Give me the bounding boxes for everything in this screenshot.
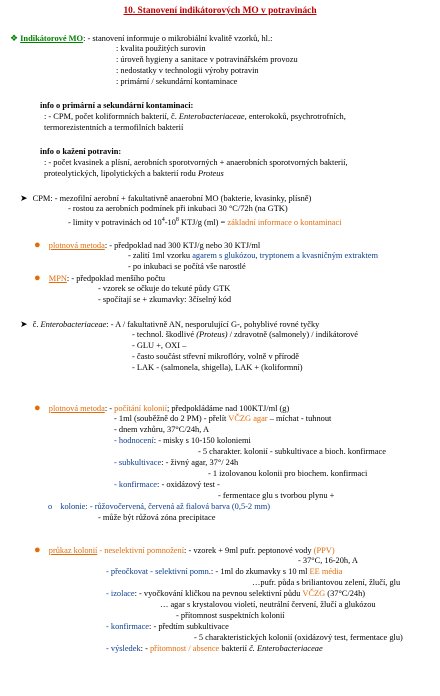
plate2-line-1 xyxy=(34,403,289,415)
plate2-text: : - oxidázový test - xyxy=(157,480,220,489)
primary-line-2: termorezistentních a termofilních bakterií xyxy=(44,123,184,132)
plate2-text: – míchat - tuhnout xyxy=(269,414,332,423)
plate2-text: kolonie: - růžovočervená, červená až fialová barva (0,5-2 mm) xyxy=(60,502,271,511)
direct-text: : - vzorek + 9ml pufr. peptonové vody xyxy=(184,546,312,555)
direct-text: (37°C/24h) xyxy=(327,589,366,598)
direct-highlight: přítomnost / absence xyxy=(149,644,220,653)
primary-line-1 xyxy=(44,112,346,123)
direct-text: bakterií xyxy=(221,644,247,653)
entero-text: / zdravotně (salmonely) / indikátorové xyxy=(229,330,359,339)
plate2-conf-2: - fermentace glu s tvorbou plynu + xyxy=(218,491,335,500)
plate2-text: : - xyxy=(104,404,113,413)
cpm-label: CPM xyxy=(32,194,51,203)
cpm-line-1 xyxy=(20,193,311,205)
diamond-bullet-icon: ❖ xyxy=(10,33,19,43)
plate-line-1 xyxy=(34,240,260,252)
primary-text: enterokoků, psychrotrofních, xyxy=(248,112,346,121)
mpn-label: MPN xyxy=(48,274,67,283)
cpm-exponent: 4 xyxy=(161,217,165,223)
direct-inoc-label: - přeočkovat - selektivní pomn. xyxy=(106,567,211,576)
spoilage-line-2 xyxy=(44,169,224,180)
mpn-line-3: - spočítají se + zkumavky: 3číselný kód xyxy=(98,295,232,304)
indicators-label: Indikátorové MO xyxy=(20,34,84,43)
indicators-line xyxy=(10,33,272,45)
entero-line-5: - LAK - (salmonela, shigella), LAK + (koliformní) xyxy=(132,363,303,372)
plate2-highlight: počítání kolonií xyxy=(114,404,167,413)
plate2-sub-label: - subkultivace xyxy=(114,458,162,467)
plate-line-3: - po inkubaci se počítá vše narostlé xyxy=(128,262,246,271)
direct-line-2: - 37°C, 16-20h, A xyxy=(298,556,358,565)
direct-text: : - 1ml do zkumavky s 10 ml xyxy=(210,567,308,576)
indicators-item: : nedostatky v technologii výroby potravin xyxy=(116,66,259,75)
direct-conf-2: - 5 charakteristických kolonií (oxidázový test, fermentace glu) xyxy=(194,633,403,642)
plate2-text: - 1ml (souběžně do 2 PM) - přelít xyxy=(114,414,227,423)
dot-bullet-icon: ● xyxy=(34,239,41,251)
indicators-item: : kvalita použitých surovin xyxy=(116,44,206,53)
mpn-text: : - předpoklad menšího počtu xyxy=(66,274,166,283)
direct-iso-3: - přítomnost suspektních kolonií xyxy=(176,611,285,620)
plate2-label: plotnová metoda xyxy=(48,404,105,413)
arrow-bullet-icon: ➤ xyxy=(20,319,28,329)
dot-bullet-icon: ● xyxy=(34,272,41,284)
cpm-line-2: - rostou za aerobních podmínek při inkubaci 30 °C/72h (na GTK) xyxy=(68,204,288,213)
plate2-sub xyxy=(114,458,238,469)
direct-result-label: - výsledek xyxy=(106,644,141,653)
direct-iso xyxy=(106,589,365,600)
primary-taxon: Enterobacteriaceae, xyxy=(178,112,247,121)
entero-taxon: (Proteus) xyxy=(196,330,228,339)
direct-line-1 xyxy=(34,545,335,557)
direct-pre-label: - neselektivní pomnožení xyxy=(99,546,185,555)
direct-conf xyxy=(106,622,229,633)
arrow-bullet-icon: ➤ xyxy=(20,193,28,203)
cpm-text: -10 xyxy=(164,217,176,227)
plate2-line-2 xyxy=(114,414,331,425)
plate-text: - zalití 1ml vzorku xyxy=(128,251,191,260)
mpn-line-1 xyxy=(34,273,165,285)
cpm-text: : - mezofilní aerobní + fakultativně anaerobní MO (bakterie, kvasinky, plísně) xyxy=(50,194,312,203)
plate-label: plotnová metoda xyxy=(48,241,105,250)
dot-bullet-icon: ● xyxy=(34,402,41,414)
mpn-line-2: - vzorek se očkuje do tekuté půdy GTK xyxy=(98,284,231,293)
plate2-colonies xyxy=(48,502,270,513)
indicators-item: : primární / sekundární kontaminace xyxy=(116,77,238,86)
entero-line-1 xyxy=(20,319,319,331)
entero-line-3: - GLU +, OXI – xyxy=(132,341,187,350)
spoilage-line-1: : - počet kvasinek a plísní, aerobních sporotvorných + anaerobních sporotvorných bakterií, xyxy=(44,158,348,167)
cpm-highlight: základní informace o kontaminaci xyxy=(227,217,342,227)
entero-line-4: - často součást střevní mikroflóry, volně v přírodě xyxy=(132,352,299,361)
spoilage-taxon: Proteus xyxy=(197,169,224,178)
direct-result xyxy=(106,644,323,655)
plate2-text: ; předpokládáme nad 100KTJ/ml (g) xyxy=(166,404,290,413)
entero-text: - technol. škodlivé xyxy=(132,330,195,339)
plate2-sub-2: - 1 izolovanou kolonii pro biochem. konfirmaci xyxy=(208,469,368,478)
direct-highlight: VČZG xyxy=(302,589,326,598)
direct-label: průkaz kolonií xyxy=(48,546,98,555)
plate2-eval-label: - hodnocení xyxy=(114,436,154,445)
direct-conf-label: - konfirmace xyxy=(106,622,150,631)
direct-highlight: (PPV) xyxy=(313,546,335,555)
entero-text: : - A / fakultativně AN, nesporulující G-, pohyblivé rovné tyčky xyxy=(106,320,320,329)
direct-text: : - xyxy=(140,644,148,653)
plate-line-2 xyxy=(128,251,378,262)
direct-highlight: EE média xyxy=(309,567,343,576)
plate2-highlight: VČZG agar xyxy=(228,414,268,423)
primary-text: : - CPM, počet koliformních bakterií, č. xyxy=(44,112,177,121)
plate2-text: : - živný agar, 37°/ 24h xyxy=(161,458,239,467)
circle-bullet-icon: o xyxy=(48,502,53,511)
plate-text: : - předpoklad nad 300 KTJ/g nebo 30 KTJ/ml xyxy=(104,241,261,250)
plate2-text: : - misky s 10-150 koloniemi xyxy=(153,436,251,445)
plate2-conf xyxy=(114,480,220,491)
spoilage-text: proteolytických, lipolytických a bakterií rodu xyxy=(44,169,196,178)
entero-prefix: č. xyxy=(32,320,39,329)
plate2-eval-2: - 5 charakter. kolonií - subkultivace a bioch. konfirmace xyxy=(198,447,386,456)
direct-taxon: č. Enterobacteriaceae xyxy=(249,644,323,653)
dot-bullet-icon: ● xyxy=(34,544,41,556)
cpm-text: KTJ/g (ml) = xyxy=(181,217,226,227)
cpm-exponent: 8 xyxy=(175,217,179,223)
plate2-eval xyxy=(114,436,251,447)
primary-heading: info o primární a sekundární kontaminaci: xyxy=(40,101,194,110)
indicators-item: : úroveň hygieny a sanitace v potravinářském provozu xyxy=(116,55,298,64)
page-title: 10. Stanovení indikátorových MO v potravinách xyxy=(123,6,317,16)
spoilage-heading: info o kažení potravin: xyxy=(40,147,122,156)
plate2-line-3: - dnem vzhůru, 37°C/24h, A xyxy=(114,425,209,434)
indicators-intro: : - stanovení informuje o mikrobiální kvalitě vzorků, hl.: xyxy=(83,34,273,43)
plate2-conf-label: - konfirmace xyxy=(114,480,158,489)
entero-label: Enterobacteriaceae xyxy=(40,320,107,329)
entero-line-2 xyxy=(132,330,358,341)
cpm-text: - limity v potravinách od 10 xyxy=(68,217,162,227)
direct-iso-label: - izolace xyxy=(106,589,135,598)
direct-iso-2: … agar s krystalovou violetí, neutrální červení, žlučí a glukózou xyxy=(160,600,376,609)
direct-inoc xyxy=(106,567,342,578)
plate2-colonies-2: - může být růžová zóna precipitace xyxy=(98,513,216,522)
direct-text: : - vyočkování kličkou na pevnou selektivní půdu xyxy=(134,589,301,598)
plate-highlight: agarem s glukózou, tryptonem a kvasničným extraktem xyxy=(192,251,379,260)
direct-text: : - předtím subkultivace xyxy=(149,622,229,631)
cpm-line-3 xyxy=(68,215,342,228)
direct-inoc-2: …pufr. půda s briliantovou zelení, žlučí, glu xyxy=(252,578,401,587)
